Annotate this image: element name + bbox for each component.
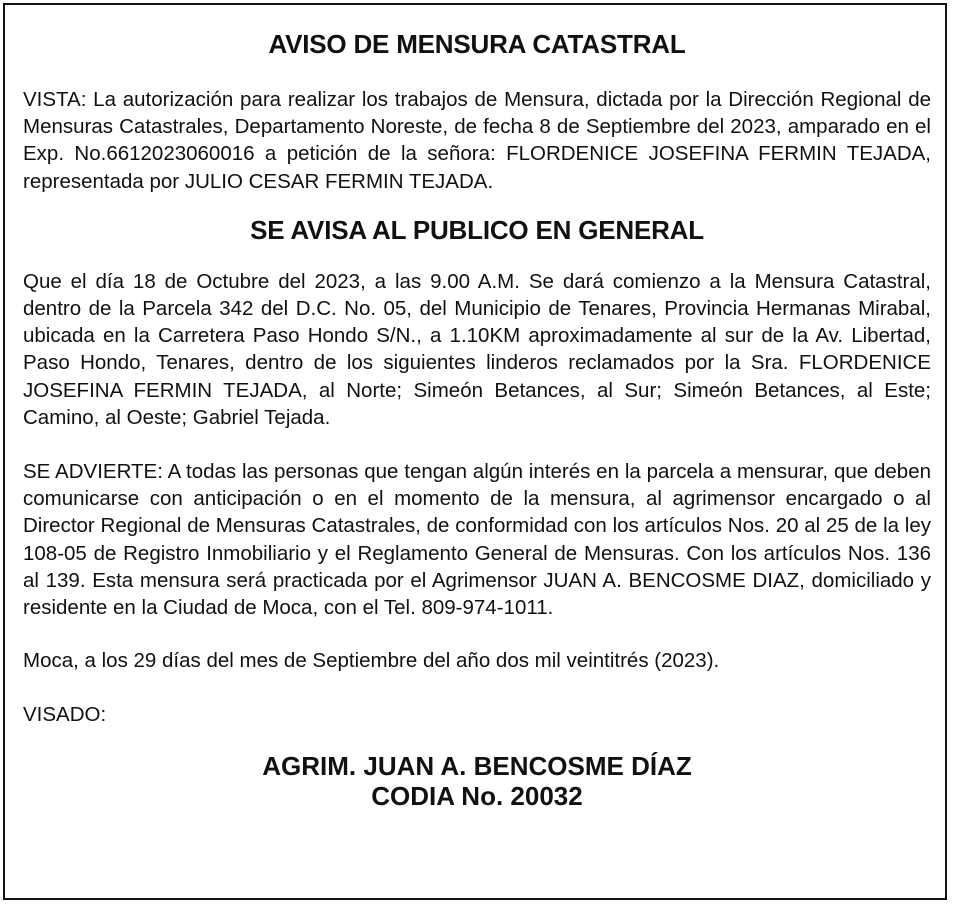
visado-label: VISADO: [23, 703, 107, 727]
details-paragraph: Que el día 18 de Octubre del 2023, a las 9.00 A.M. Se dará comienzo a la Mensura Catastral, dentro de la Parcela 342 del D.C. No. 05, del Municipio de Tenares, Provincia Hermanas Mirabal, ubicada en la Carretera Paso Hondo S/N., a 1.10KM aproximadamente al sur de la Av. Libertad, Paso Hondo, Tenares, dentro de los siguientes linderos reclamados por la Sra. FLORDENICE JOSEFINA FERMIN TEJADA, al Norte; Simeón Betances, al Sur; Simeón Betances, al Este; Camino, al Oeste; Gabriel Tejada. [23, 269, 931, 429]
vista-paragraph: VISTA: La autorización para realizar los trabajos de Mensura, dictada por la Dirección Regional de Mensuras Catastrales, Departamento Noreste, de fecha 8 de Septiembre del 2023, amparado en el Exp. No.6612023060016 a petición de la señora: FLORDENICE JOSEFINA FERMIN TEJADA, representada por JULIO CESAR FERMIN TEJADA. [23, 88, 931, 193]
signature-name: AGRIM. JUAN A. BENCOSME DÍAZ [262, 750, 692, 781]
notice-frame [3, 3, 947, 900]
signature-block [23, 751, 931, 811]
notice-subtitle: SE AVISA AL PUBLICO EN GENERAL [250, 214, 704, 245]
date-line: Moca, a los 29 días del mes de Septiembre del año dos mil veintitrés (2023). [23, 649, 720, 673]
warning-paragraph: SE ADVIERTE: A todas las personas que tengan algún interés en la parcela a mensurar, que deben comunicarse con anticipación o en el momento de la mensura, al agrimensor encargado o al Director Regional de Mensuras Catastrales, de conformidad con los artículos Nos. 20 al 25 de la ley 108-05 de Registro Inmobiliario y el Reglamento General de Mensuras. Con los artículos Nos. 136 al 139. Esta mensura será practicada por el Agrimensor JUAN A. BENCOSME DIAZ, domiciliado y residente en la Ciudad de Moca, con el Tel. 809-974-1011. [23, 460, 931, 620]
notice-title: AVISO DE MENSURA CATASTRAL [268, 29, 686, 59]
notice-content [23, 29, 931, 811]
signature-codia: CODIA No. 20032 [371, 780, 583, 811]
